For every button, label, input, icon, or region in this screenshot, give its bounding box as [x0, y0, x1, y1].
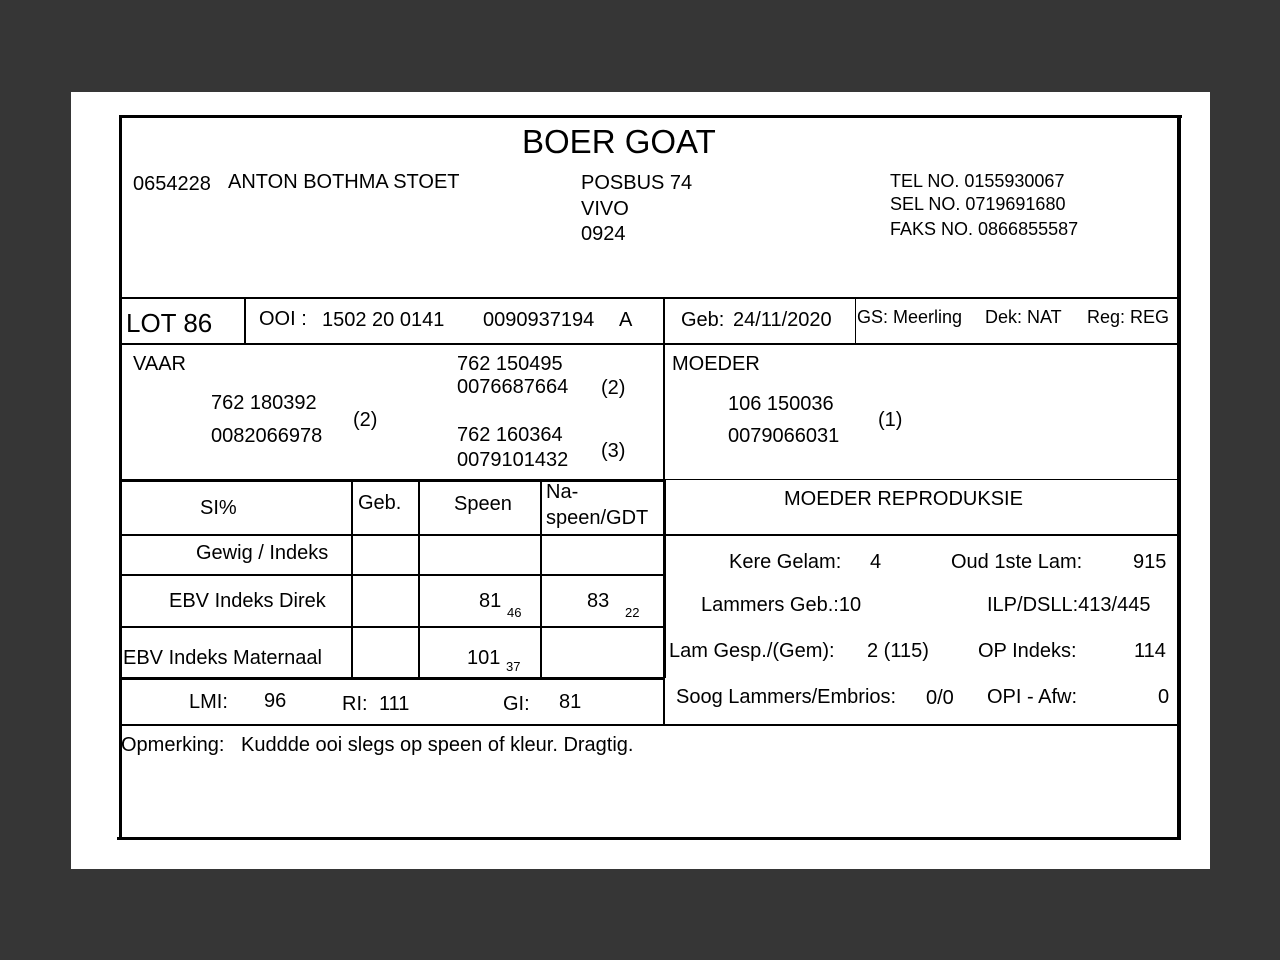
rule-ebv-row1 [120, 574, 665, 576]
oud-1ste-lam-value: 915 [1133, 551, 1167, 573]
rule-indices-bottom [120, 724, 1178, 726]
paternal-granddam-count: (3) [601, 440, 626, 462]
address-line-1: POSBUS 74 [581, 172, 693, 194]
sire-id: 0082066978 [211, 425, 323, 447]
dam-count: (1) [878, 409, 903, 431]
ilp-dsll: ILP/DSLL:413/445 [987, 594, 1151, 616]
dam-number: 106 150036 [728, 393, 834, 415]
frame-bottom [117, 837, 1179, 840]
maternaal-speen-value: 101 [467, 647, 501, 669]
card-title: BOER GOAT [522, 123, 716, 160]
rule-ebv-v4 [663, 480, 666, 678]
lmi-value: 96 [264, 690, 287, 712]
lot-label: LOT 86 [126, 308, 213, 338]
soog-lammers-label: Soog Lammers/Embrios: [676, 686, 897, 708]
direk-naspeen-value: 83 [587, 590, 610, 612]
address-line-2: VIVO [581, 198, 629, 220]
faks-number: FAKS NO. 0866855587 [890, 219, 1079, 239]
dam-heading: MOEDER [672, 353, 760, 375]
rule-lot-bottom [120, 343, 1178, 345]
paternal-granddam-id: 0079101432 [457, 449, 569, 471]
paternal-grandsire-number: 762 150495 [457, 353, 563, 375]
si-percent-header: SI% [200, 497, 237, 519]
frame-left [119, 115, 122, 840]
birth-label: Geb: [681, 309, 725, 331]
lammers-geb: Lammers Geb.:10 [701, 594, 862, 616]
rule-header-bottom [120, 297, 1178, 299]
birth-status: GS: Meerling [857, 307, 963, 327]
opi-afw-value: 0 [1158, 686, 1170, 708]
frame-right [1177, 115, 1181, 840]
gi-label: GI: [503, 693, 530, 715]
direk-speen-accuracy: 46 [507, 605, 522, 620]
ooi-number: 1502 20 0141 [322, 309, 445, 331]
ooi-label: OOI : [259, 308, 307, 330]
row-gewig-label: Gewig / Indeks [196, 542, 329, 564]
repro-heading: MOEDER REPRODUKSIE [784, 488, 1023, 510]
sire-heading: VAAR [133, 353, 186, 375]
rule-pedigree-left-bottom [120, 479, 665, 482]
dam-id: 0079066031 [728, 425, 840, 447]
op-indeks-value: 114 [1134, 640, 1166, 662]
maternaal-speen-accuracy: 37 [506, 659, 521, 674]
mating-type: Dek: NAT [985, 307, 1062, 327]
gi-value: 81 [559, 691, 582, 713]
tel-number: TEL NO. 0155930067 [890, 171, 1065, 191]
rule-ebv-v3 [540, 480, 542, 678]
sire-count: (2) [353, 409, 378, 431]
ri-label: RI: [342, 693, 368, 715]
paternal-grandsire-id: 0076687664 [457, 376, 569, 398]
ri-value: 111 [379, 693, 410, 715]
sel-number: SEL NO. 0719691680 [890, 194, 1066, 214]
oud-1ste-lam-label: Oud 1ste Lam: [951, 551, 1083, 573]
birth-date: 24/11/2020 [733, 309, 832, 331]
address-line-3: 0924 [581, 223, 626, 245]
col-naspeen-header-line2: speen/GDT [546, 507, 649, 529]
rule-ebv-header-bottom [120, 534, 1178, 536]
opi-afw-label: OPI - Afw: [987, 686, 1078, 708]
col-geb-header: Geb. [358, 492, 402, 514]
rule-ebv-v1 [351, 480, 353, 678]
direk-naspeen-accuracy: 22 [625, 605, 640, 620]
soog-lammers-value: 0/0 [926, 687, 954, 709]
breeder-name: ANTON BOTHMA STOET [228, 171, 460, 193]
sire-number: 762 180392 [211, 392, 317, 414]
lam-gesp-label: Lam Gesp./(Gem): [669, 640, 835, 662]
paternal-granddam-number: 762 160364 [457, 424, 563, 446]
registration-status: Reg: REG [1087, 307, 1170, 327]
row-maternaal-label: EBV Indeks Maternaal [123, 647, 322, 669]
rule-pedigree-right-bottom [664, 479, 1178, 480]
rule-lot-v3 [855, 298, 856, 344]
op-indeks-label: OP Indeks: [978, 640, 1077, 662]
rule-ebv-row2 [120, 626, 665, 628]
ooi-id: 0090937194 [483, 309, 595, 331]
rule-lot-v1 [244, 298, 246, 344]
ooi-grade: A [619, 309, 633, 331]
kere-gelam-label: Kere Gelam: [729, 551, 842, 573]
direk-speen-value: 81 [479, 590, 502, 612]
frame-top [119, 115, 1182, 118]
remarks-text: Kuddde ooi slegs op speen of kleur. Dragtig. [241, 734, 634, 756]
breeder-number: 0654228 [133, 173, 211, 195]
remarks-label: Opmerking: [121, 734, 225, 756]
rule-ebv-v2 [418, 480, 420, 678]
kere-gelam-value: 4 [870, 551, 882, 573]
col-naspeen-header-line1: Na- [546, 481, 579, 503]
lmi-label: LMI: [189, 691, 228, 713]
lam-gesp-value: 2 (115) [867, 640, 929, 662]
paternal-grandsire-count: (2) [601, 377, 626, 399]
col-speen-header: Speen [454, 493, 512, 515]
row-direk-label: EBV Indeks Direk [169, 590, 326, 612]
rule-ebv-bottom [120, 677, 665, 680]
